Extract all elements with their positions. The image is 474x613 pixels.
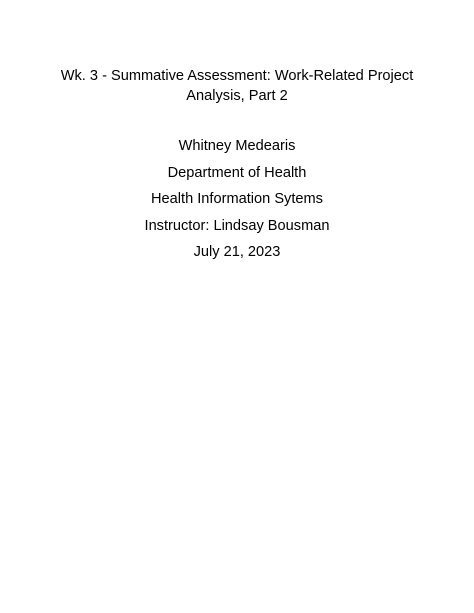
document-title	[40, 66, 434, 106]
author-name: Whitney Medearis	[178, 138, 296, 154]
title-page-info	[40, 136, 434, 269]
department-name: Department of Health	[167, 164, 307, 181]
title-line-1: Wk. 3 - Summative Assessment: Work-Related Project	[60, 68, 414, 84]
instructor-name: Instructor: Lindsay Bousman	[144, 217, 330, 234]
submission-date: July 21, 2023	[193, 244, 281, 260]
title-line-2: Analysis, Part 2	[186, 88, 288, 104]
course-name: Health Information Sytems	[151, 191, 323, 207]
